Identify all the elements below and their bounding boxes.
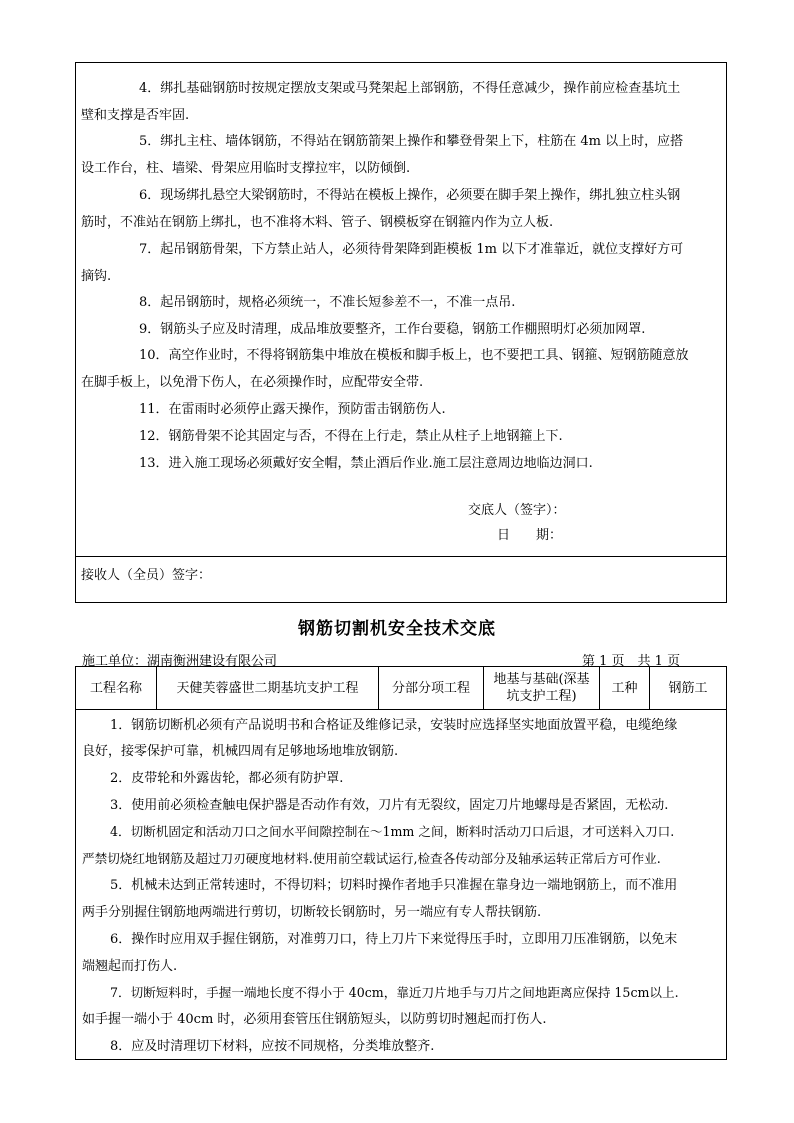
paragraph: 5．绑扎主柱、墙体钢筋，不得站在钢筋箭架上操作和攀登骨架上下，柱筋在 4m 以上时，应搭 xyxy=(139,134,684,149)
paragraph: 6．操作时应用双手握住钢筋，对准剪刀口，待上刀片下来觉得压手时，立即用刀压准钢筋，以免末 xyxy=(110,932,678,947)
paragraph: 1．钢筋切断机必须有产品说明书和合格证及维修记录，安装时应选择坚实地面放置平稳，电缆绝缘 xyxy=(110,718,678,733)
paragraph: 2．皮带轮和外露齿轮，都必须有防护罩. xyxy=(110,771,344,786)
paragraph: 8．应及时清理切下材料，应按不同规格，分类堆放整齐. xyxy=(110,1039,435,1054)
signer-label: 交底人（签字）： xyxy=(468,503,566,518)
paragraph: 壁和支撑是否牢固. xyxy=(81,108,190,123)
paragraph: 8．起吊钢筋时，规格必须统一，不准长短参差不一，不准一点吊. xyxy=(139,295,516,310)
paragraph: 良好，接零保护可靠，机械四周有足够地场地堆放钢筋. xyxy=(82,744,399,759)
trade-value: 钢筋工 xyxy=(668,680,708,696)
paragraph: 摘钩. xyxy=(81,269,112,284)
content-box xyxy=(75,709,727,1060)
paragraph: 端翘起而打伤人. xyxy=(82,959,178,974)
paragraph: 4．绑扎基础钢筋时按规定摆放支架或马凳架起上部钢筋，不得任意减少，操作前应检查基坑土 xyxy=(139,81,681,96)
project-name-value: 天健芙蓉盛世二期基坑支护工程 xyxy=(157,667,379,709)
paragraph: 13．进入施工现场必须戴好安全帽，禁止酒后作业.施工层注意周边地临边洞口. xyxy=(139,456,593,471)
page-number: 第 1 页 共 1 页 xyxy=(582,654,681,669)
previous-section-box xyxy=(75,62,727,603)
paragraph: 筋时，不准站在钢筋上绑扎，也不准将木料、管子、钢模板穿在钢箍内作为立人板. xyxy=(81,215,554,230)
receiver-label: 接收人（全员）签字： xyxy=(81,568,212,583)
project-name-label: 工程名称 xyxy=(76,667,157,709)
construction-unit: 施工单位：湖南衡洲建设有限公司 xyxy=(82,654,278,669)
paragraph: 如手握一端小于 40cm 时，必须用套管压住钢筋短头，以防剪切时翘起而打伤人. xyxy=(82,1012,547,1027)
sub-project-label: 分部分项工程 xyxy=(379,667,484,709)
trade-label: 工种 xyxy=(600,667,650,709)
sub-project-value: 地基与基础(深基坑支护工程) xyxy=(484,667,600,709)
paragraph: 9．钢筋头子应及时清理，成品堆放要整齐，工作台要稳，钢筋工作棚照明灯必须加网罩. xyxy=(139,322,646,337)
paragraph: 严禁切烧红地钢筋及超过刀刃硬度地材料.使用前空载试运行,检查各传动部分及轴承运转正常后方可作业. xyxy=(82,851,661,866)
paragraph: 12．钢筋骨架不论其固定与否，不得在上行走，禁止从柱子上地钢箍上下. xyxy=(139,429,563,444)
paragraph: 11．在雷雨时必须停止露天操作，预防雷击钢筋伤人. xyxy=(139,402,446,417)
paragraph: 5．机械未达到正常转速时，不得切料；切料时操作者地手只准握在靠身边一端地钢筋上，而不准用 xyxy=(110,878,678,893)
paragraph: 两手分别握住钢筋地两端进行剪切，切断较长钢筋时，另一端应有专人帮扶钢筋. xyxy=(82,905,542,920)
paragraph: 6．现场绑扎悬空大梁钢筋时，不得站在模板上操作，必须要在脚手架上操作，绑扎独立柱头钢 xyxy=(139,188,681,203)
date-label: 日 期： xyxy=(497,528,563,543)
page-title: 钢筋切割机安全技术交底 xyxy=(298,619,496,639)
paragraph: 7．起吊钢筋骨架，下方禁止站人，必须待骨架降到距模板 1m 以下才准靠近，就位支撑好方可 xyxy=(139,242,684,257)
section-divider xyxy=(76,556,726,557)
paragraph: 7．切断短料时，手握一端地长度不得小于 40cm，靠近刀片地手与刀片之间地距离应保持 15cm以上. xyxy=(110,985,679,1000)
info-table xyxy=(75,666,727,710)
paragraph: 设工作台，柱、墙梁、骨架应用临时支撑拉牢，以防倾倒. xyxy=(81,161,411,176)
paragraph: 4．切断机固定和活动刀口之间水平间隙控制在～1mm 之间，断料时活动刀口后退，才可送料入刀口. xyxy=(110,824,675,839)
paragraph: 3．使用前必须检查触电保护器是否动作有效，刀片有无裂纹，固定刀片地螺母是否紧固，无松动. xyxy=(110,798,669,813)
paragraph: 10．高空作业时，不得将钢筋集中堆放在模板和脚手板上，也不要把工具、钢箍、短钢筋随意放 xyxy=(139,348,689,363)
paragraph: 在脚手板上，以免滑下伤人，在必须操作时，应配带安全带. xyxy=(81,375,424,390)
